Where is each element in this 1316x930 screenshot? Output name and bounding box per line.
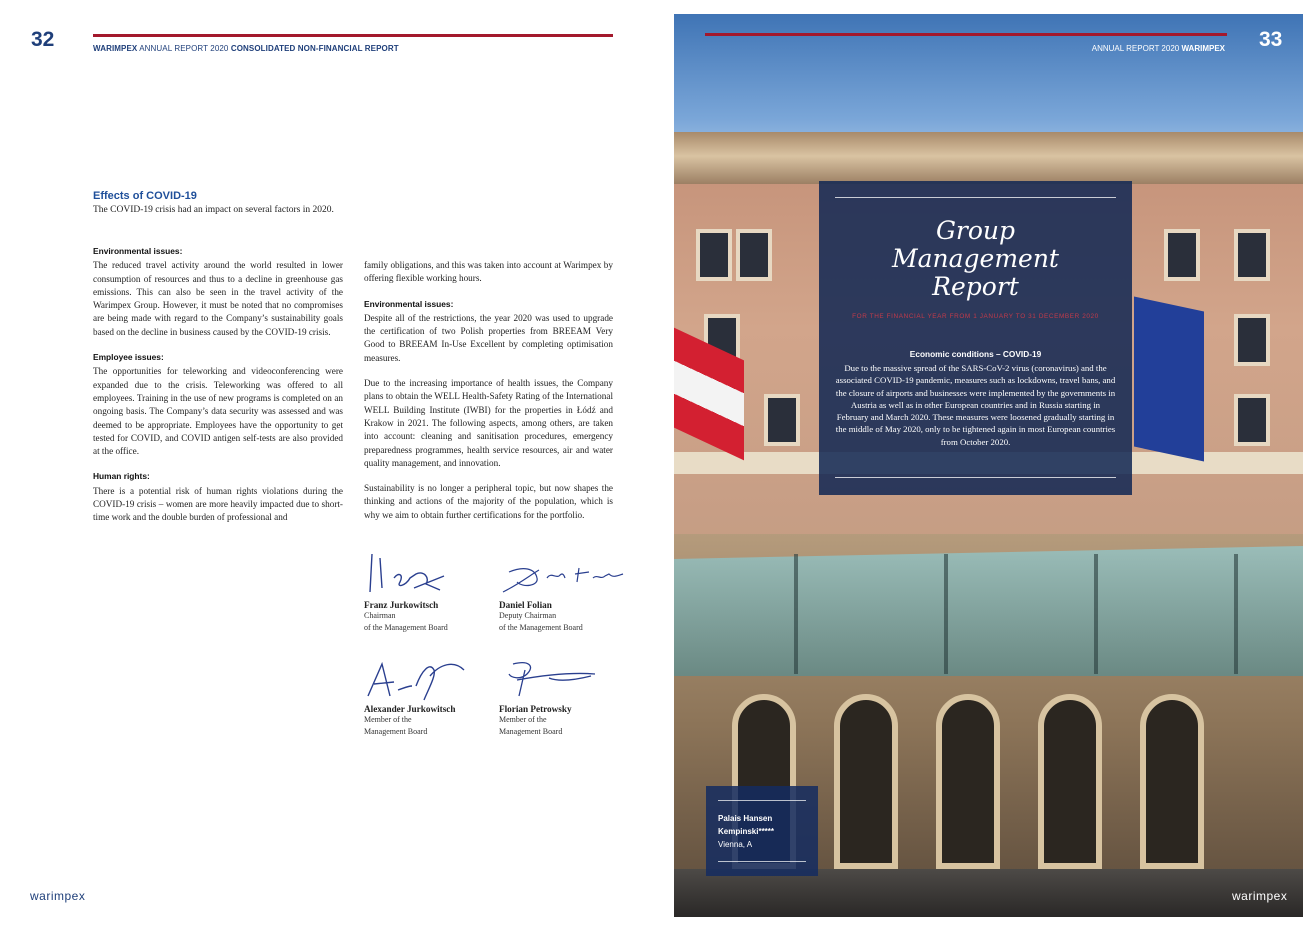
photo-glass-canopy <box>674 546 1303 676</box>
photo-canopy-strut <box>794 554 798 674</box>
signatory-name: Florian Petrowsky <box>499 704 572 714</box>
photo-window <box>696 229 732 281</box>
section-intro: The COVID-19 crisis had an impact on several factors in 2020. <box>93 205 334 215</box>
signatory-name: Franz Jurkowitsch <box>364 600 439 610</box>
signature-block <box>364 548 634 748</box>
human-rights-text: There is a potential risk of human rights violations during the COVID-19 crisis – women are more heavily impacted due to short-time work and the double burden of professional and <box>93 485 343 523</box>
photo-arch <box>1038 694 1102 869</box>
warimpex-logo: warimpex <box>30 889 86 903</box>
breeam-text: Despite all of the restrictions, the year 2020 was used to upgrade the certification of two Polish properties from BREEAM Very Good to BREEAM In-Use Excellent by completing optimisation measures. <box>364 312 613 363</box>
photo-arch <box>834 694 898 869</box>
employee-issues-heading: Employee issues: <box>93 352 164 363</box>
signatory-role: Management Board <box>499 727 563 736</box>
signatory-alexander-jurkowitsch <box>364 656 494 738</box>
page-number-right: 33 <box>1259 28 1283 51</box>
signature-image <box>499 656 609 702</box>
panel-heading: Economic conditions – COVID-19 <box>909 349 1042 359</box>
page-number-left: 32 <box>31 28 55 51</box>
signatory-role: Management Board <box>364 727 428 736</box>
signatory-role: Member of the <box>364 715 412 724</box>
panel-title-line: Group <box>935 216 1016 245</box>
photo-window <box>1234 229 1270 281</box>
signature-image <box>364 656 474 702</box>
signatory-role: of the Management Board <box>499 623 583 632</box>
running-header-report: ANNUAL REPORT 2020 <box>1091 44 1182 53</box>
header-rule-right <box>705 33 1227 36</box>
signature-image <box>364 548 474 598</box>
photo-arch <box>1140 694 1204 869</box>
warimpex-logo: warimpex <box>1232 889 1288 903</box>
panel-rule-top <box>835 197 1116 198</box>
photo-caption <box>706 786 818 876</box>
panel-title-line: Report <box>932 272 1019 301</box>
caption-line: Vienna, A <box>718 840 753 849</box>
employee-issues-text: The opportunities for teleworking and videoconferencing were expanded due to the crisis. Teleworking was offered to all employees. Training in the use of new programs is completed on an ongoing basis. The Company’s data security was assessed and was deemed to be appropriate. Employees have the opportunity to get tested for COVID, and COVID antigen self-tests are also provided at the office. <box>93 366 343 457</box>
photo-canopy-strut <box>1094 554 1098 674</box>
photo-window <box>736 229 772 281</box>
signature-image <box>499 548 629 598</box>
signatory-florian-petrowsky <box>499 656 629 738</box>
signatory-role: of the Management Board <box>364 623 448 632</box>
running-header-left <box>93 44 399 53</box>
section-title: Effects of COVID-19 <box>93 190 197 202</box>
signatory-name: Alexander Jurkowitsch <box>364 704 456 714</box>
photo-street <box>674 869 1303 917</box>
running-header-brand: WARIMPEX <box>1181 44 1225 53</box>
panel-title <box>819 217 1132 301</box>
photo-window <box>1164 229 1200 281</box>
signatory-role: Member of the <box>499 715 547 724</box>
panel-subtitle: FOR THE FINANCIAL YEAR FROM 1 JANUARY TO 31 DECEMBER 2020 <box>852 313 1099 320</box>
signatory-daniel-folian <box>499 548 629 634</box>
caption-rule-top <box>718 800 806 801</box>
signatory-name: Daniel Folian <box>499 600 552 610</box>
running-header-brand: WARIMPEX <box>93 44 138 53</box>
header-rule-left <box>93 34 613 37</box>
signatory-role: Chairman <box>364 611 396 620</box>
well-rating-text: Due to the increasing importance of health issues, the Company plans to obtain the WELL Health-Safety Rating of the International WELL Building Institute (IWBI) for the properties in Łódź and Krakow in 2021. The following aspects, among others, are taken into account: cleaning and sanitisation procedures, emergency preparedness programmes, health service resources, air and water quality management, and innovation. <box>364 378 613 468</box>
running-header-report: ANNUAL REPORT 2020 <box>137 44 231 53</box>
panel-title-line: Management <box>892 244 1059 273</box>
running-header-right <box>1092 44 1225 53</box>
caption-rule-bottom <box>718 861 806 862</box>
caption-line: Kempinski***** <box>718 827 775 836</box>
photo-window <box>1234 394 1270 446</box>
signatory-franz-jurkowitsch <box>364 548 494 634</box>
caption-line: Palais Hansen <box>718 814 773 823</box>
env-issues-heading-2: Environmental issues: <box>364 298 454 309</box>
photo-window <box>764 394 800 446</box>
panel-rule-bottom <box>835 477 1116 478</box>
env-issues-heading: Environmental issues: <box>93 246 183 256</box>
env-issues-text: The reduced travel activity around the world resulted in lower consumption of resources and thus to a decline in greenhouse gas emissions. This can also be seen in the travel activity of the Warimpex Group. However, it must be noted that no compromises are being made with regard to the Company’s sustainability goals based on the decline in business caused by the COVID-19 crisis. <box>93 260 343 337</box>
eu-flag <box>1134 297 1204 462</box>
human-rights-continuation: family obligations, and this was taken into account at Warimpex by offering flexible working hours. <box>364 260 613 284</box>
text-column-left <box>93 245 343 537</box>
human-rights-heading: Human rights: <box>93 471 150 482</box>
photo-canopy-strut <box>944 554 948 674</box>
sustainability-text: Sustainability is no longer a peripheral topic, but now shapes the thinking and actions of the majority of the population, which is why we aim to obtain further certifications for the portfolio. <box>364 483 613 520</box>
photo-arch <box>936 694 1000 869</box>
group-management-report-panel <box>819 181 1132 495</box>
running-header-section: CONSOLIDATED NON-FINANCIAL REPORT <box>230 44 399 53</box>
text-column-right <box>364 259 613 534</box>
photo-canopy-strut <box>1234 554 1238 674</box>
signatory-role: Deputy Chairman <box>499 611 557 620</box>
panel-body: Due to the massive spread of the SARS-CoV-2 virus (coronavirus) and the associated COVID-19 pandemic, measures such as lockdowns, travel bans, and the closure of airports and businesses were implemented by the governments in Austria as well as in other European countries and in Russia starting in February and March 2020. These measures were loosened gradually starting in the middle of May 2020, only to be tightened again in most European countries from October 2020. <box>835 363 1116 447</box>
photo-window <box>1234 314 1270 366</box>
